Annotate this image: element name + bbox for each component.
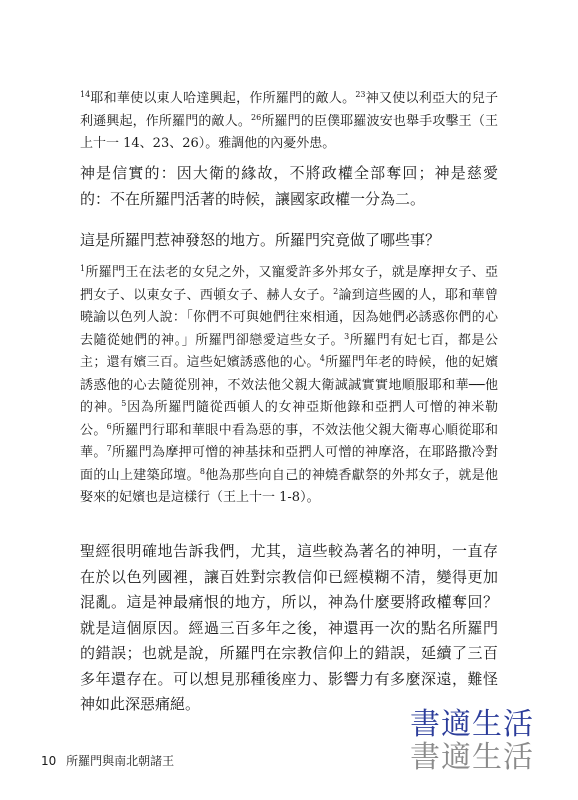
verse-text: 因為所羅門隨從西頓人的女神亞斯他錄和亞捫人可憎的神米勒公。 xyxy=(80,400,498,438)
watermark-line-blue: 書適生活 xyxy=(410,707,534,742)
verse-text: 所羅門行耶和華眼中看為惡的事，不效法他父親大衛專心順從耶和華。 xyxy=(80,422,498,460)
watermark-line-gray: 書適生活 xyxy=(410,740,534,775)
verse-number: 5 xyxy=(121,399,127,408)
verse-number: 6 xyxy=(106,421,112,431)
verse-text: 論到這些國的人，耶和華曾曉諭以色列人說：「你們不可與她們往來相通，因為她們必誘惑你們的心去隨從她們的神。」所羅門卻戀愛這些女子。 xyxy=(80,287,498,348)
publisher-watermark xyxy=(410,708,534,774)
page-number: 10 xyxy=(41,754,57,768)
verse-number: 26 xyxy=(251,112,262,122)
verse-number: 23 xyxy=(355,90,366,99)
verse-text: 他為那些向自己的神燒香獻祭的外邦女子，就是他娶來的妃嬪也是這樣行（王上十一 1-8）。 xyxy=(80,467,498,505)
verse-text: 所羅門為摩押可憎的神基抹和亞捫人可憎的神摩洛，在耶路撒冷對面的山上建築邱壇。 xyxy=(80,445,498,483)
body-paragraph-3: 聖經很明確地告訴我們，尤其，這些較為著名的神明，一直存在於以色列國裡，讓百姓對宗教信仰已經模糊不清，變得更加混亂。這是神最痛恨的地方，所以，神為什麼要將政權奪回？就是這個原因。經過三百多年之後，神還再一次的點名所羅門的錯誤；也就是說，所羅門在宗教信仰上的錯誤，延續了三百多年還存在。可以想見那種後座力、影響力有多麼深遠，難怪神如此深惡痛絕。 xyxy=(80,542,498,713)
verse-text: 所羅門王在法老的女兒之外，又寵愛許多外邦女子，就是摩押女子、亞捫女子、以東女子、西頓女子、赫人女子。 xyxy=(80,265,498,303)
verse-number: 4 xyxy=(319,354,325,363)
verse-number: 8 xyxy=(199,466,205,476)
verse-text: 耶和華使以東人哈達興起，作所羅門的敵人。 xyxy=(90,91,356,106)
page-footer xyxy=(41,752,174,769)
verse-text: 所羅門有妃七百，都是公主；還有嬪三百。這些妃嬪誘惑他的心。 xyxy=(80,332,498,370)
body-paragraph-2: 這是所羅門惹神發怒的地方。所羅門究竟做了哪些事？ xyxy=(80,231,441,249)
scripture-quote-2 xyxy=(80,262,498,510)
scripture-quote-1 xyxy=(80,88,498,156)
verse-text: 所羅門年老的時候，他的妃嬪誘惑他的心去隨從別神，不效法他父親大衛誠誠實實地順服耶和華──他的神。 xyxy=(80,355,498,415)
verse-number: 1 xyxy=(80,264,86,273)
verse-number: 3 xyxy=(344,331,350,341)
verse-number: 7 xyxy=(106,444,112,453)
verse-number: 14 xyxy=(80,90,91,99)
verse-number: 2 xyxy=(333,286,339,296)
verse-text: 神又使以利亞大的兒子利遜興起，作所羅門的敵人。 xyxy=(80,91,498,129)
book-title: 所羅門與南北朝諸王 xyxy=(66,754,175,768)
body-paragraph-1: 神是信實的：因大衛的緣故，不將政權全部奪回；神是慈愛的：不在所羅門活著的時候，讓國家政權一分為二。 xyxy=(80,164,498,208)
verse-text: 所羅門的臣僕耶羅波安也舉手攻擊王（王上十一 14、23、26）。雅調他的內憂外患。 xyxy=(80,113,498,151)
